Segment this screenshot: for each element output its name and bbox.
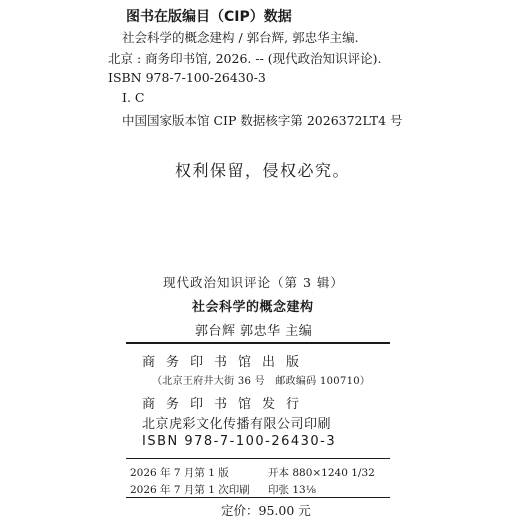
distributor-name: 商务印书馆发行	[142, 397, 311, 412]
cip-classification-line: I. C	[122, 90, 145, 105]
series-name: 现代政治知识评论（第 3 辑）	[163, 275, 344, 290]
divider-bottom	[126, 497, 390, 498]
book-isbn: ISBN 978-7-100-26430-3	[142, 434, 337, 449]
divider-top	[126, 342, 390, 344]
edition-info: 2026 年 7 月第 1 版	[130, 467, 229, 479]
printing-info: 2026 年 7 月第 1 次印刷	[130, 484, 250, 496]
cip-record-number-line: 中国国家版本馆 CIP 数据核字第 2026372LT4 号	[122, 113, 403, 128]
cip-title-author-line: 社会科学的概念建构 / 郭台辉, 郭忠华主编.	[122, 30, 359, 45]
rights-notice: 权利保留，侵权必究。	[175, 161, 351, 180]
publisher-name: 商务印书馆出版	[142, 355, 311, 370]
cip-isbn-line: ISBN 978-7-100-26430-3	[108, 70, 266, 85]
cip-title: 图书在版编目（CIP）数据	[126, 9, 292, 25]
sheets-info: 印张 13⅛	[268, 484, 316, 496]
publisher-address: （北京王府井大街 36 号 邮政编码 100710）	[152, 376, 371, 387]
printer-name: 北京虎彩文化传播有限公司印刷	[142, 417, 332, 432]
book-price: 定价：95.00 元	[221, 503, 311, 518]
divider-middle	[126, 458, 390, 459]
cip-publication-line: 北京 : 商务印书馆, 2026. -- (现代政治知识评论).	[108, 51, 382, 66]
book-authors: 郭台辉 郭忠华 主编	[195, 324, 313, 339]
book-title: 社会科学的概念建构	[192, 300, 314, 315]
format-info: 开本 880×1240 1/32	[268, 467, 375, 479]
